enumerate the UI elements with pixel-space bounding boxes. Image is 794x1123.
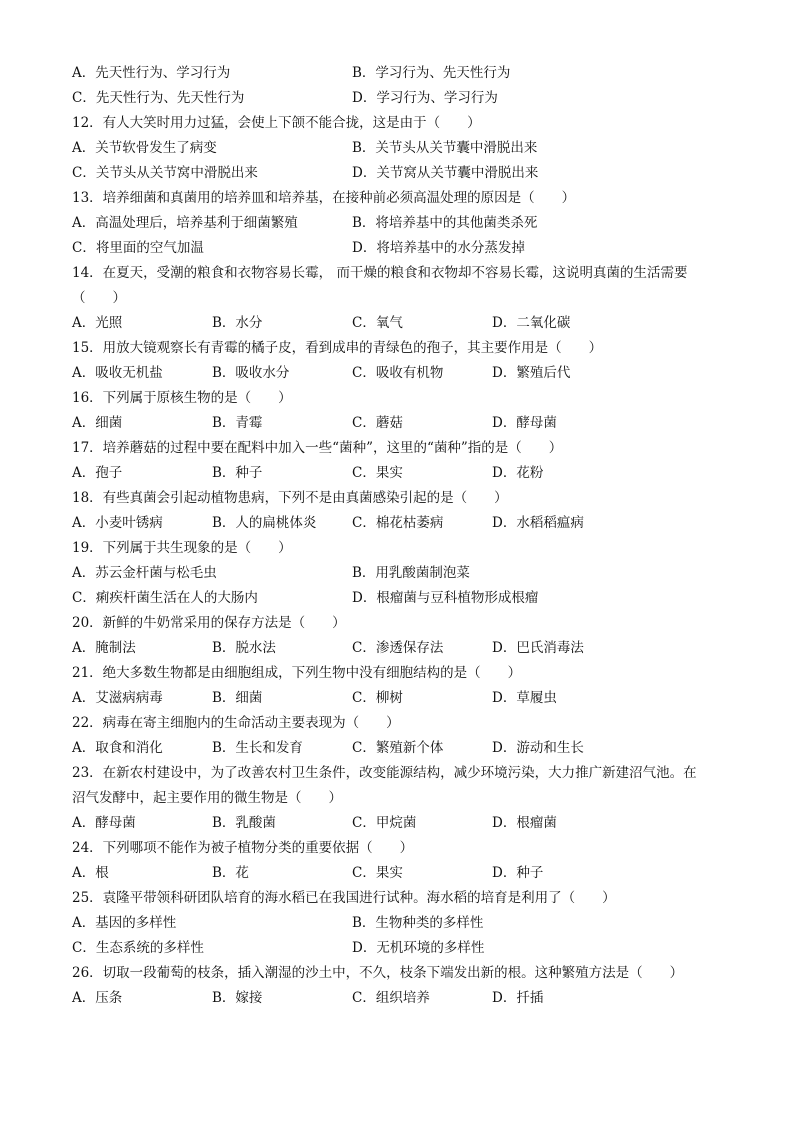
question-stem: 23．在新农村建设中，为了改善农村卫生条件，改变能源结构，减少环境污染，大力推广新建沼气池。在 [72,765,697,781]
option-a: A．酵母菌 [72,815,136,831]
question-stem: 24．下列哪项不能作为被子植物分类的重要依据（ ） [72,840,414,856]
option-a: A．吸收无机盐 [72,365,163,381]
option-c: C．柳树 [352,690,403,706]
question-stem: 12．有人大笑时用力过猛，会使上下颌不能合拢，这是由于（ ） [72,115,481,131]
option-d: D．关节窝从关节囊中滑脱出来 [352,165,539,181]
option-d: D．学习行为、学习行为 [352,90,498,106]
option-b: B．学习行为、先天性行为 [352,65,511,81]
options-row [72,61,732,86]
option-a: A．光照 [72,315,123,331]
option-a: A．压条 [72,990,123,1006]
question-stem: 14．在夏天，受潮的粮食和衣物容易长霉， 而干燥的粮食和衣物却不容易长霉，这说明真菌的生活需要 [72,265,688,281]
option-d: D．游动和生长 [492,740,584,756]
options-row [72,636,732,661]
question-stem: 16．下列属于原核生物的是（ ） [72,390,292,406]
options-row [72,236,732,261]
question-stem: 26．切取一段葡萄的枝条，插入潮湿的沙土中，不久，枝条下端发出新的根。这种繁殖方法是（ ） [72,965,684,981]
option-c: C．将里面的空气加温 [72,240,204,256]
option-c: C．甲烷菌 [352,815,417,831]
option-d: D．根瘤菌与豆科植物形成根瘤 [352,590,539,606]
option-c: C．痢疾杆菌生活在人的大肠内 [72,590,258,606]
question-stem: 18．有些真菌会引起动植物患病，下列不是由真菌感染引起的是（ ） [72,490,508,506]
question-stem: 13．培养细菌和真菌用的培养皿和培养基，在接种前必须高温处理的原因是（ ） [72,190,576,206]
option-c: C．果实 [352,865,403,881]
option-c: C．繁殖新个体 [352,740,444,756]
option-d: D．酵母菌 [492,415,557,431]
options-row [72,561,732,586]
option-b: B．将培养基中的其他菌类杀死 [352,215,538,231]
option-d: D．草履虫 [492,690,557,706]
options-row [72,736,732,761]
options-row [72,811,732,836]
option-c: C．果实 [352,465,403,481]
options-row [72,161,732,186]
option-d: D．扦插 [492,990,544,1006]
options-row [72,411,732,436]
question-stem: 20．新鲜的牛奶常采用的保存方法是（ ） [72,615,346,631]
options-row [72,461,732,486]
option-a: A．细菌 [72,415,123,431]
option-c: C．组织培养 [352,990,430,1006]
option-b: B．水分 [212,315,263,331]
question-stem: 15．用放大镜观察长有青霉的橘子皮，看到成串的青绿色的孢子，其主要作用是（ ） [72,340,603,356]
option-a: A．孢子 [72,465,123,481]
options-row [72,986,732,1011]
option-a: A．根 [72,865,109,881]
options-row [72,936,732,961]
question-stem: 19．下列属于共生现象的是（ ） [72,540,292,556]
option-a: A．艾滋病病毒 [72,690,163,706]
option-b: B．用乳酸菌制泡菜 [352,565,470,581]
option-c: C．生态系统的多样性 [72,940,204,956]
option-a: A．关节软骨发生了病变 [72,140,217,156]
options-row [72,136,732,161]
option-a: A．取食和消化 [72,740,163,756]
option-b: B．乳酸菌 [212,815,276,831]
options-row [72,911,732,936]
option-d: D．将培养基中的水分蒸发掉 [352,240,525,256]
option-c: C．吸收有机物 [352,365,444,381]
option-b: B．吸收水分 [212,365,290,381]
option-b: B．青霉 [212,415,263,431]
options-row [72,361,732,386]
option-c: C．关节头从关节窝中滑脱出来 [72,165,258,181]
options-row [72,586,732,611]
question-stem: 22．病毒在寄主细胞内的生命活动主要表现为（ ） [72,715,400,731]
option-b: B．脱水法 [212,640,276,656]
options-row [72,311,732,336]
option-b: B．生物种类的多样性 [352,915,484,931]
options-row [72,511,732,536]
option-b: B．关节头从关节囊中滑脱出来 [352,140,538,156]
question-stem: 沼气发酵中，起主要作用的微生物是（ ） [72,790,342,806]
option-d: D．根瘤菌 [492,815,557,831]
option-c: C．棉花枯萎病 [352,515,444,531]
option-c: C．氧气 [352,315,403,331]
option-b: B．种子 [212,465,263,481]
question-stem: 17．培养蘑菇的过程中要在配料中加入一些“菌种”，这里的“菌种”指的是（ ） [72,440,563,456]
option-b: B．细菌 [212,690,263,706]
option-a: A．高温处理后，培养基利于细菌繁殖 [72,215,298,231]
options-row [72,861,732,886]
option-a: A．小麦叶锈病 [72,515,163,531]
options-row [72,211,732,236]
option-a: A．腌制法 [72,640,136,656]
option-d: D．巴氏消毒法 [492,640,584,656]
option-a: A．先天性行为、学习行为 [72,65,231,81]
question-list [72,111,732,1011]
option-b: B．生长和发育 [212,740,303,756]
options-row [72,86,732,111]
option-c: C．蘑菇 [352,415,403,431]
option-d: D．种子 [492,865,544,881]
option-d: D．无机环境的多样性 [352,940,485,956]
option-d: D．花粉 [492,465,544,481]
question-stem: （ ） [72,290,126,306]
options-row [72,686,732,711]
option-a: A．基因的多样性 [72,915,177,931]
option-a: A．苏云金杆菌与松毛虫 [72,565,217,581]
option-d: D．水稻稻瘟病 [492,515,584,531]
option-c: C．渗透保存法 [352,640,444,656]
option-d: D．繁殖后代 [492,365,571,381]
question-stem: 21．绝大多数生物都是由细胞组成，下列生物中没有细胞结构的是（ ） [72,665,522,681]
exam-page [72,61,732,1011]
option-c: C．先天性行为、先天性行为 [72,90,245,106]
option-b: B．花 [212,865,249,881]
question-stem: 25．袁隆平带领科研团队培育的海水稻已在我国进行试种。海水稻的培育是利用了（ ） [72,890,616,906]
option-b: B．人的扁桃体炎 [212,515,317,531]
option-d: D．二氧化碳 [492,315,571,331]
option-b: B．嫁接 [212,990,263,1006]
